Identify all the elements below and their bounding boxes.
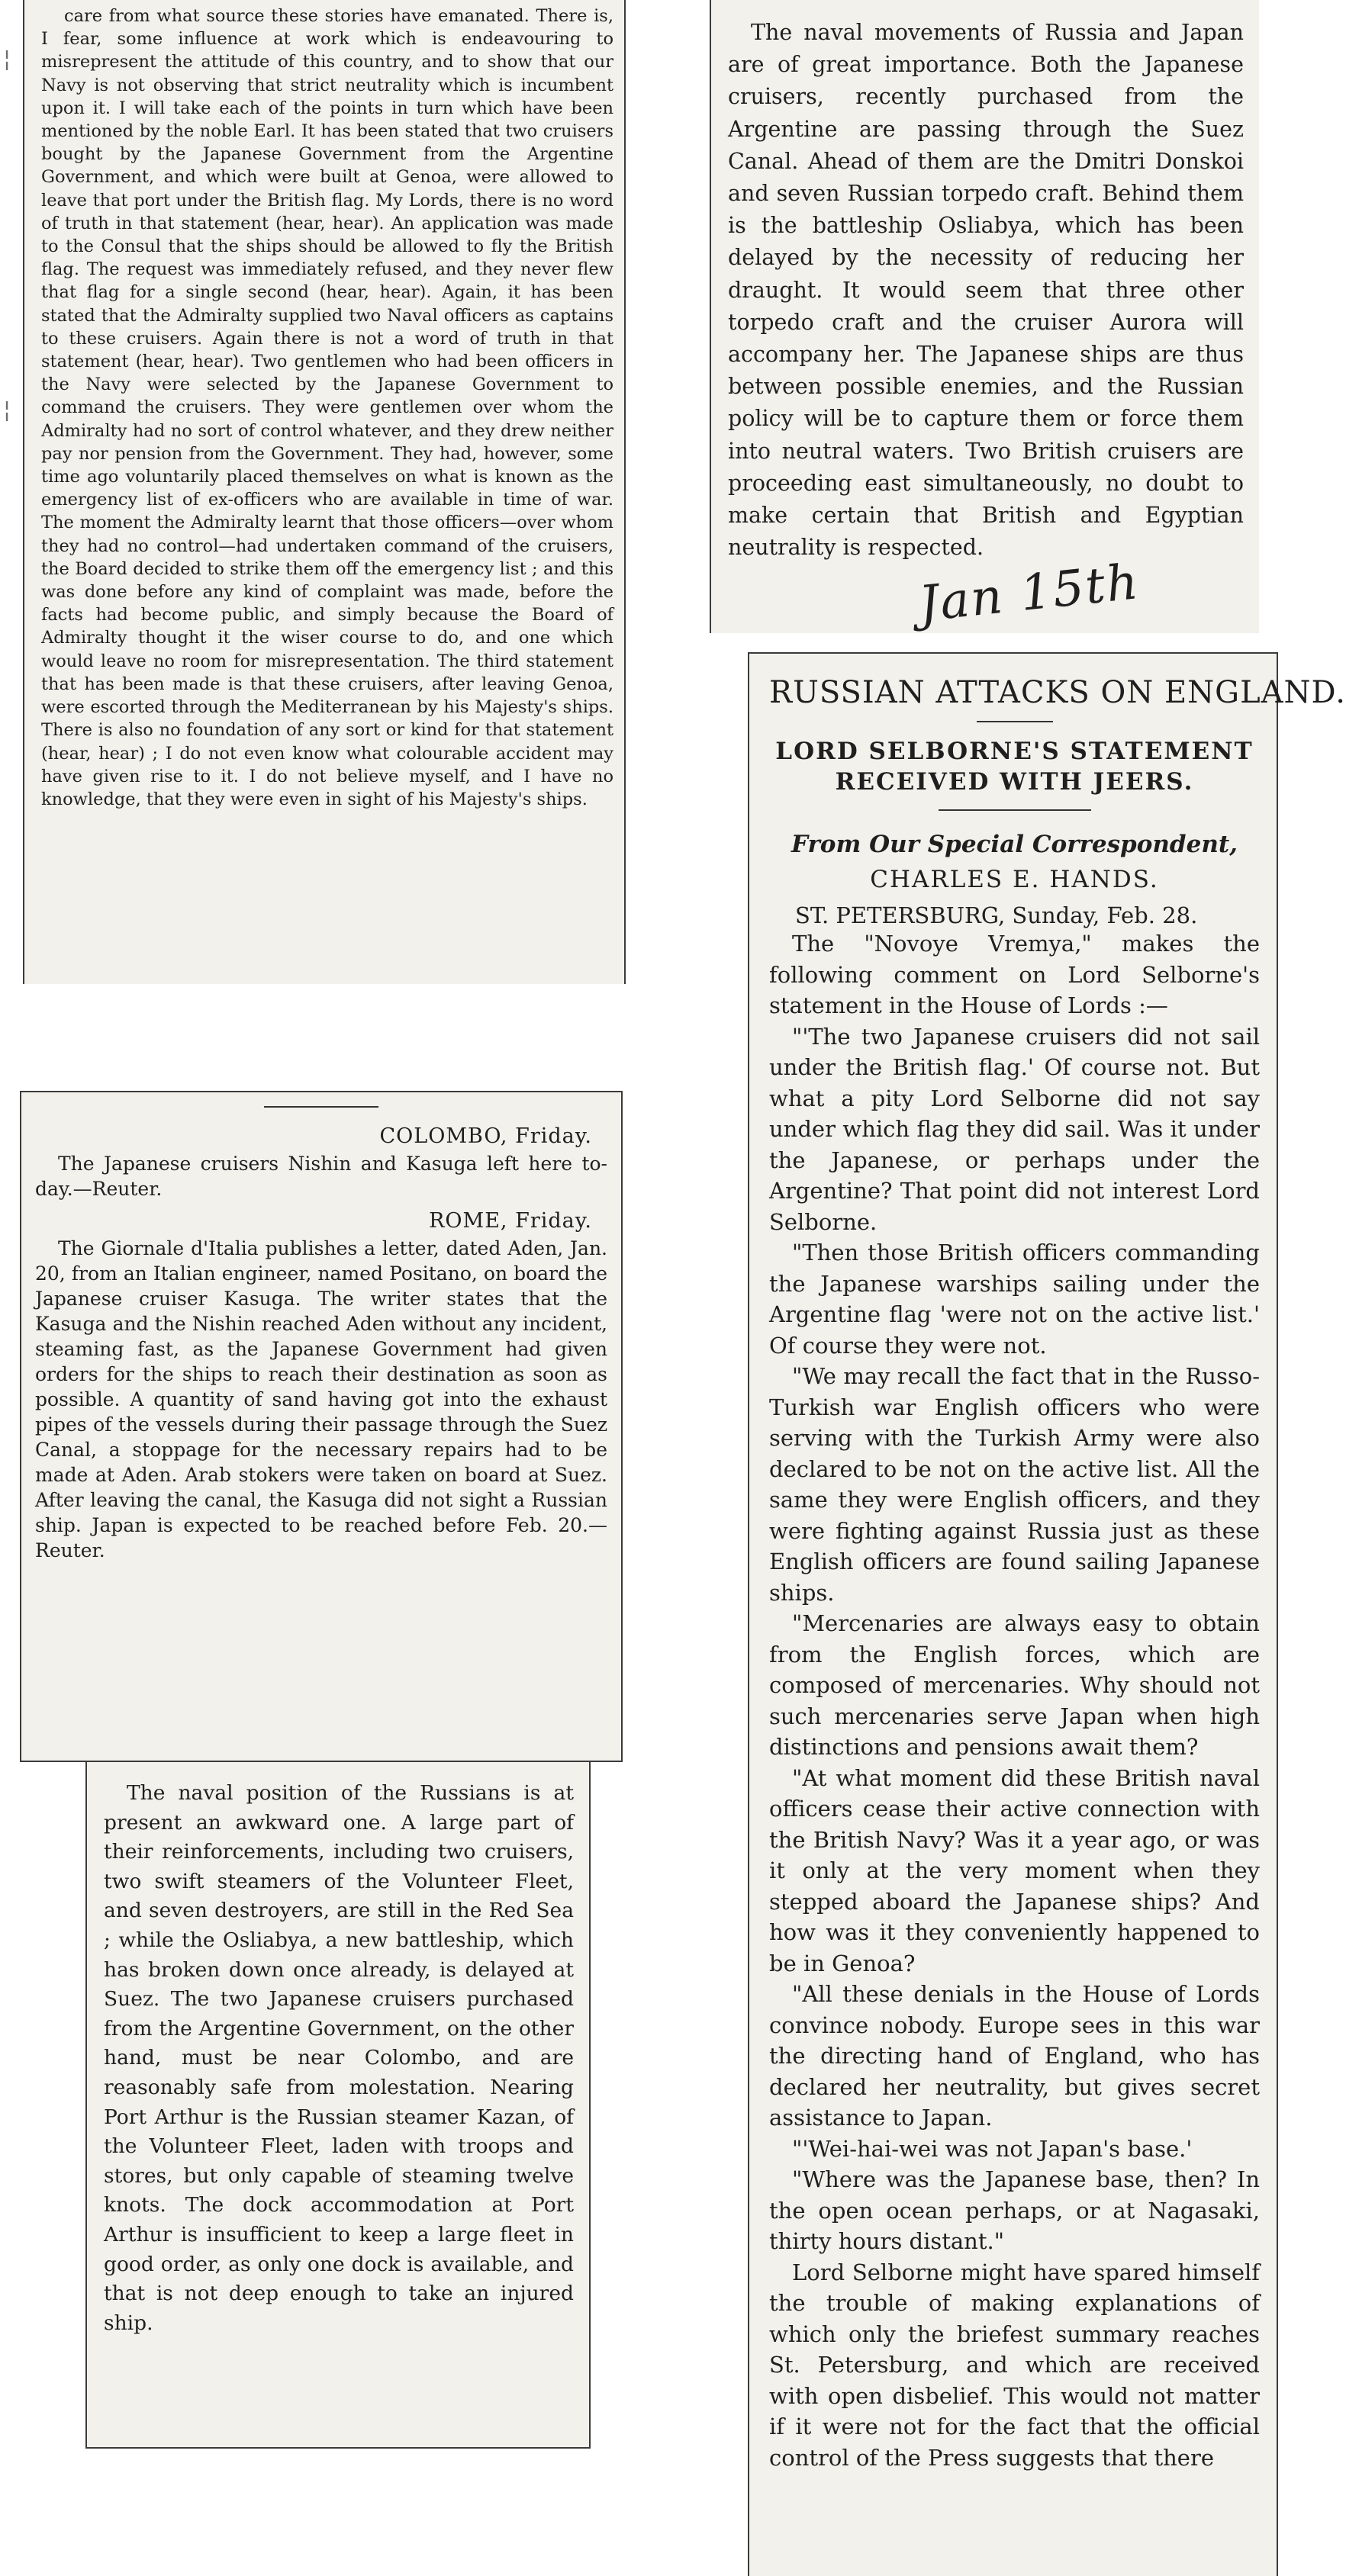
subheadline: LORD SELBORNE'S STATEMENT RECEIVED WITH JEERS. [775,738,1254,796]
margin-mark: ¦ [3,397,11,423]
handwritten-date-note: Jan 15th [916,554,1142,634]
article-body: The naval position of the Russians is at present an awkward one. A large part of their reinforcements, including two cruisers, two swift steamers of the Volunteer Fleet, and seven destroyers, are still in the Red Sea ; while the Osliabya, a new battleship, which has broken down once already, is delayed at Suez. The two Japanese cruisers purchased from the Argentine Government, on the other hand, must be near Colombo, and are reasonably safe from molestation. Nearing Port Arthur is the Russian steamer Kazan, of the Volunteer Fleet, laden with troops and stores, but only capable of steaming twelve knots. The dock accommodation at Port Arthur is insufficient to keep a large fleet in good order, as only one dock is available, and that is not deep enough to take an injured ship. [104,1781,574,2335]
article-body: The naval movements of Russia and Japan are of great importance. Both the Japanese cruisers, recently purchased from the Argentine are passing through the Suez Canal. Ahead of them are the Dmitri Donskoi and seven Russian torpedo craft. Behind them is the battleship Osliabya, which has been delayed by the necessity of reducing her draught. It would seem that three other torpedo craft and the cruiser Aurora will accompany her. The Japanese ships are thus between possible enemies, and the Russian policy will be to capture them or force them into neutral waters. Two British cruisers are proceeding east simultaneously, no doubt to make certain that British and Egyptian neutrality is respected. [728,20,1244,561]
article-paragraph: The Japanese cruisers Nishin and Kasuga left here to-day.—Reuter. [35,1153,607,1200]
article-paragraph: Lord Selborne might have spared himself the trouble of making explanations of which only the briefest summary reaches St. Petersburg, and which are received with open disbelief. This would not matter if it were not for the fact that the official control of the Press suggests that there [769,2259,1260,2471]
divider-rule [264,1106,378,1108]
article-body: care from what source these stories have emanated. There is, I fear, some influence at work which is endeavouring to misrepresent the attitude of this country, and to show that our Navy is not observing that strict neutrality which is incumbent upon it. I will take each of the points in turn which have been mentioned by the noble Earl. It has been stated that two cruisers bought by the Japanese Government from the Argentine Government, and which were built at Genoa, were allowed to leave that port under the British flag. My Lords, there is no word of truth in that statement (hear, hear). An application was made to the Consul that the ships should be allowed to fly the British flag. The request was immediately refused, and they never flew that flag for a single second (hear, hear). Again, it has been stated that the Admiralty supplied two Naval officers as captains to these cruisers. Again there is not a word of truth in that statement (hear, hear). Two gentlemen who had been officers in the Navy were selected by the Japanese Government to command the cruisers. They were gentlemen over whom the Admiralty had no sort of control whatever, and they drew neither pay nor pension from the Government. They had, however, some time ago voluntarily placed themselves on what is known as the emergency list of ex-officers who are available in time of war. The moment the Admiralty learnt that those officers—over whom they had no control—had undertaken command of the cruisers, the Board decided to strike them off the emergency list ; and this was done before any kind of complaint was made, before the facts had become public, and simply because the Board of Admiralty thought it the wiser course to do, and one which would leave no room for misrepresentation. The third statement that has been made is that these cruisers, after leaving Genoa, were escorted through the Mediterranean by his Majesty's ships. There is also no foundation of any sort or kind for that statement (hear, hear) ; I do not even know what colourable accident may have given rise to it. I do not believe myself, and I have no knowledge, that they were even in sight of his Majesty's ships. [41,6,613,809]
divider-rule [939,809,1091,811]
article-paragraph: The "Novoye Vremya," makes the following comment on Lord Selborne's statement in the House of Lords :— [769,931,1260,1018]
correspondent-line: From Our Special Correspondent, [791,831,1238,858]
article-paragraph: "'Wei-hai-wei was not Japan's base.' [792,2135,1193,2162]
place-dateline: ST. PETERSBURG, Sunday, Feb. 28. [795,902,1198,928]
dateline-colombo: COLOMBO, Friday. [379,1124,592,1148]
divider-rule [977,721,1053,722]
article-paragraph: "Mercenaries are always easy to obtain from the English forces, which are composed of mercenaries. Why should not such mercenaries serve Japan when high distinctions and pensions await them? [769,1610,1260,1760]
article-paragraph: "All these denials in the House of Lords convince nobody. Europe sees in this war the directing hand of England, who has declared her neutrality, but gives secret assistance to Japan. [769,1981,1260,2131]
article-paragraph: "At what moment did these British naval officers cease their active connection with the British Navy? Was it a year ago, or was it only at the very moment when they stepped aboard the Japanese ships? And how was it they conveniently happened to be in Genoa? [769,1764,1260,1976]
dateline-rome: ROME, Friday. [429,1209,592,1233]
article-paragraph: "'The two Japanese cruisers did not sail under the British flag.' Of course not. But what a pity Lord Selborne did not say under which flag they did sail. Was it under the Japanese, or perhaps under the Argentine? That point did not interest Lord Selborne. [769,1023,1260,1235]
clipping-russian-attacks [748,652,1346,2576]
article-paragraph: "Then those British officers commanding the Japanese warships sailing under the Argentine flag 'were not on the active list.' Of course they were not. [769,1240,1260,1359]
clipping-colombo-rome [20,1091,623,1762]
byline: CHARLES E. HANDS. [870,866,1159,893]
margin-mark: ¦ [3,46,11,72]
article-paragraph: "Where was the Japanese base, then? In the open ocean perhaps, or at Nagasaki, thirty hours distant." [769,2166,1260,2254]
article-paragraph: The Giornale d'Italia publishes a letter, dated Aden, Jan. 20, from an Italian engineer, named Positano, on board the Japanese cruiser Kasuga. The writer states that the Kasuga and the Nishin reached Aden without any incident, steaming fast, as the Japanese Government had given orders for the ships to reach their destination as soon as possible. A quantity of sand having got into the exhaust pipes of the vessels during their passage through the Suez Canal, a stoppage for the necessary repairs had to be made at Aden. Arab stokers were taken on board at Suez. After leaving the canal, the Kasuga did not sight a Russian ship. Japan is expected to be reached before Feb. 20.—Reuter. [35,1237,607,1561]
article-paragraph: "We may recall the fact that in the Russo-Turkish war English officers who were serving with the Turkish Army were also declared to be not on the active list. All the same they were English officers, and they were fighting against Russia just as these English officers are found sailing Japanese ships. [769,1363,1260,1606]
clipping-naval-position [85,1762,591,2449]
headline: RUSSIAN ATTACKS ON ENGLAND. [769,675,1346,710]
clipping-naval-movements [710,0,1259,633]
clipping-parliament [23,0,626,984]
